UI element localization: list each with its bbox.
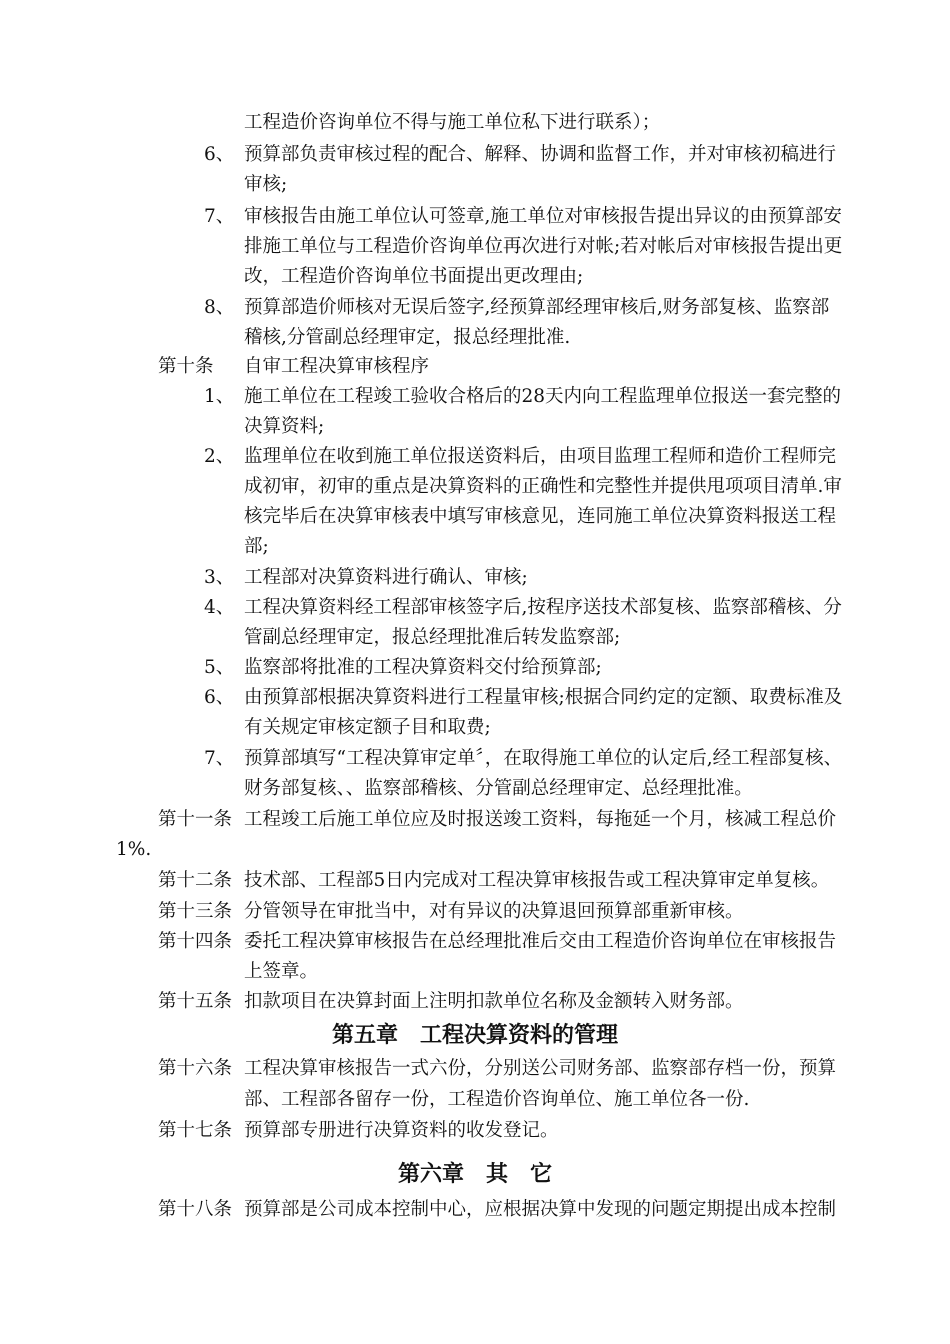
text-line: 稽核,分管副总经理审定，报总经理批准.: [244, 327, 571, 348]
text-line: 有关规定审核定额子目和取费;: [244, 717, 491, 738]
list-number: 8、: [204, 297, 235, 318]
list-number: 7、: [204, 206, 235, 227]
list-number: 3、: [204, 567, 235, 588]
article-number: 第十一条: [158, 809, 233, 830]
text-line: 审核报告由施工单位认可签章,施工单位对审核报告提出异议的由预算部安: [244, 206, 842, 227]
text-line: 1%.: [116, 839, 152, 860]
text-line: 扣款项目在决算封面上注明扣款单位名称及金额转入财务部。: [244, 991, 744, 1012]
list-number: 4、: [204, 597, 235, 618]
text-line: 审核;: [244, 174, 288, 195]
text-line: 部、工程部各留存一份，工程造价咨询单位、施工单位各一份.: [244, 1089, 750, 1110]
text-line: 成初审，初审的重点是决算资料的正确性和完整性并提供甩项项目清单.审: [244, 476, 842, 497]
list-number: 6、: [204, 144, 235, 165]
text-line: 工程竣工后施工单位应及时报送竣工资料，每拖延一个月，核减工程总价: [244, 809, 837, 830]
article-number: 第十七条: [158, 1120, 233, 1141]
text-line: 预算部负责审核过程的配合、解释、协调和监督工作，并对审核初稿进行: [244, 144, 837, 165]
text-line: 施工单位在工程竣工验收合格后的28天内向工程监理单位报送一套完整的: [244, 386, 842, 407]
chapter-heading: 第六章 其 它: [397, 1162, 552, 1187]
list-number: 5、: [204, 657, 235, 678]
text-line: 由预算部根据决算资料进行工程量审核;根据合同约定的定额、取费标准及: [244, 687, 843, 708]
text-line: 预算部造价师核对无误后签字,经预算部经理审核后,财务部复核、监察部: [244, 297, 830, 318]
list-number: 6、: [204, 687, 235, 708]
text-line: 排施工单位与工程造价咨询单位再次进行对帐;若对帐后对审核报告提出更: [244, 236, 843, 257]
text-line: 监理单位在收到施工单位报送资料后，由项目监理工程师和造价工程师完: [244, 446, 837, 467]
text-line: 财务部复核、、监察部稽核、分管副总经理审定、总经理批准。: [244, 778, 753, 799]
list-number: 1、: [204, 386, 235, 407]
text-line: 委托工程决算审核报告在总经理批准后交由工程造价咨询单位在审核报告: [244, 931, 837, 952]
text-line: 核完毕后在决算审核表中填写审核意见，连同施工单位决算资料报送工程: [244, 506, 837, 527]
text-line: 管副总经理审定，报总经理批准后转发监察部;: [244, 627, 621, 648]
article-number: 第十五条: [158, 991, 233, 1012]
text-line: 工程决算资料经工程部审核签字后,按程序送技术部复核、监察部稽核、分: [244, 597, 842, 618]
text-line: 预算部是公司成本控制中心，应根据决算中发现的问题定期提出成本控制: [244, 1199, 837, 1220]
text-line: 预算部填写“工程决算审定单〞，在取得施工单位的认定后,经工程部复核、: [244, 748, 843, 769]
text-line: 上签章。: [244, 961, 319, 982]
text-line: 工程造价咨询单位不得与施工单位私下进行联系）；: [244, 112, 661, 133]
text-line: 工程决算审核报告一式六份，分别送公司财务部、监察部存档一份，预算: [244, 1058, 837, 1079]
article-number: 第十四条: [158, 931, 233, 952]
text-line: 部;: [244, 536, 269, 557]
text-line: 监察部将批准的工程决算资料交付给预算部;: [244, 657, 602, 678]
text-line: 分管领导在审批当中，对有异议的决算退回预算部重新审核。: [244, 901, 744, 922]
text-line: 技术部、工程部5日内完成对工程决算审核报告或工程决算审定单复核。: [244, 870, 830, 891]
article-number: 第十六条: [158, 1058, 233, 1079]
article-number: 第十八条: [158, 1199, 233, 1220]
article-number: 第十二条: [158, 870, 233, 891]
text-line: 改，工程造价咨询单位书面提出更改理由;: [244, 266, 584, 287]
text-line: 预算部专册进行决算资料的收发登记。: [244, 1120, 559, 1141]
list-number: 2、: [204, 446, 235, 467]
article-number: 第十条: [158, 356, 214, 377]
text-line: 决算资料;: [244, 416, 325, 437]
article-number: 第十三条: [158, 901, 233, 922]
article-title: 自审工程决算审核程序: [244, 356, 430, 377]
list-number: 7、: [204, 748, 235, 769]
text-line: 工程部对决算资料进行确认、审核;: [244, 567, 528, 588]
chapter-heading: 第五章 工程决算资料的管理: [331, 1023, 618, 1048]
